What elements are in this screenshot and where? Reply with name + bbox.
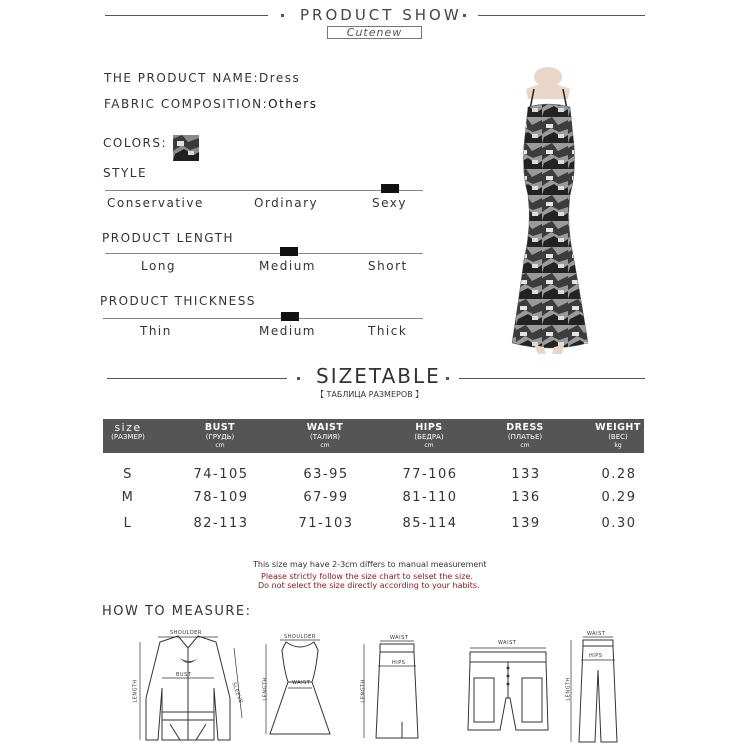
shorts-icon (460, 638, 555, 738)
weight-cell: 0.29 (601, 490, 637, 505)
measure-figure-trousers (565, 630, 635, 745)
col-weight: WEIGHT (ВЕС) kg (595, 422, 641, 449)
sizetable-subtitle: 【 ТАБЛИЦА РАЗМЕРОВ 】 (316, 390, 424, 399)
measure-figure-skirt (350, 632, 430, 742)
bust-cell: 78-109 (193, 490, 249, 505)
thickness-label: PRODUCT THICKNESS (100, 294, 256, 308)
label-length: LENGTH (565, 677, 572, 701)
label-shoulder: SHOULDER (284, 634, 316, 640)
color-swatch[interactable] (173, 135, 199, 161)
size-cell: S (123, 467, 133, 482)
measure-figure-dress (260, 630, 340, 742)
style-marker (381, 184, 399, 193)
fabric-label: FABRIC COMPOSITION: (104, 97, 269, 111)
length-marker (280, 247, 298, 256)
sizetable-dot-left (297, 377, 300, 380)
col-waist: WAIST (ТАЛИЯ) cm (306, 422, 344, 449)
hips-cell: 77-106 (402, 467, 458, 482)
hips-cell: 85-114 (402, 516, 458, 531)
size-table-header (103, 419, 644, 453)
label-waist: WAIST (292, 680, 311, 686)
brand-subtitle: Cutenew (327, 26, 422, 39)
product-name-label: THE PRODUCT NAME: (104, 71, 259, 85)
measure-figure-shorts (460, 638, 555, 738)
trousers-icon (565, 630, 635, 745)
header-dot-right (463, 14, 466, 17)
bust-cell: 74-105 (193, 467, 249, 482)
colors-label: COLORS: (103, 136, 168, 150)
col-bust: BUST (ГРУДЬ) cm (204, 422, 236, 449)
label-sleeve: SLEEVE (230, 681, 244, 705)
label-waist: WAIST (498, 640, 517, 646)
header-rule-left (105, 15, 268, 16)
label-waist: WAIST (587, 631, 606, 637)
dress-cell: 133 (511, 467, 541, 482)
header-title: PRODUCT SHOW (300, 6, 462, 24)
label-waist: WAIST (390, 635, 409, 641)
thickness-marker (281, 312, 299, 321)
bust-cell: 82-113 (193, 516, 249, 531)
style-option-sexy: Sexy (372, 196, 407, 210)
style-label: STYLE (103, 166, 148, 180)
header-dot-left (281, 14, 284, 17)
label-shoulder: SHOULDER (170, 630, 202, 636)
style-scale-line (105, 190, 423, 191)
dress-cell: 139 (511, 516, 541, 531)
measure-figure-jacket (130, 628, 250, 746)
product-name-line (104, 71, 300, 85)
note-measurement: This size may have 2-3cm differs to manual measurement (253, 560, 487, 569)
label-hips: HIPS (589, 653, 603, 659)
print-pattern-icon (173, 135, 199, 161)
sizetable-rule-left (107, 378, 287, 379)
label-bust: BUST (176, 672, 192, 678)
thickness-scale-line (103, 318, 423, 319)
size-cell: L (123, 516, 133, 531)
fabric-value: Others (268, 97, 318, 111)
size-cell: M (121, 490, 135, 505)
weight-cell: 0.28 (601, 467, 637, 482)
col-hips: HIPS (БЕДРА) cm (414, 422, 444, 449)
label-hips: HIPS (392, 660, 406, 666)
dress-image (490, 65, 620, 355)
length-option-long: Long (141, 259, 177, 273)
hips-cell: 81-110 (402, 490, 458, 505)
length-scale-line (105, 253, 423, 254)
label-length: LENGTH (262, 677, 269, 701)
label-length: LENGTH (360, 679, 367, 703)
sizetable-dot-right (446, 377, 449, 380)
style-option-ordinary: Ordinary (254, 196, 319, 210)
waist-cell: 67-99 (303, 490, 349, 505)
sizetable-title: SIZETABLE (316, 364, 441, 388)
length-option-medium: Medium (259, 259, 316, 273)
fabric-line (104, 97, 318, 111)
product-name-value: Dress (258, 71, 301, 85)
col-dress: DRESS (ПЛАТЬЕ) cm (506, 422, 544, 449)
weight-cell: 0.30 (601, 516, 637, 531)
style-option-conservative: Conservative (107, 196, 204, 210)
waist-cell: 63-95 (303, 467, 349, 482)
thickness-option-medium: Medium (259, 324, 316, 338)
thickness-option-thin: Thin (140, 324, 172, 338)
dress-cell: 136 (511, 490, 541, 505)
dress-outline-icon (260, 630, 340, 742)
note-warning-2: Do not select the size directly according to your habits. (258, 581, 480, 590)
length-label: PRODUCT LENGTH (102, 231, 235, 245)
col-size: size (РАЗМЕР) (111, 421, 145, 441)
how-to-measure-title: HOW TO MEASURE: (102, 604, 252, 619)
thickness-option-thick: Thick (368, 324, 408, 338)
label-length: LENGTH (132, 679, 139, 703)
product-photo (490, 65, 620, 355)
waist-cell: 71-103 (298, 516, 354, 531)
header-rule-right (478, 15, 645, 16)
sizetable-rule-right (459, 378, 645, 379)
length-option-short: Short (368, 259, 408, 273)
note-warning-1: Please strictly follow the size chart to selset the size. (261, 572, 473, 581)
